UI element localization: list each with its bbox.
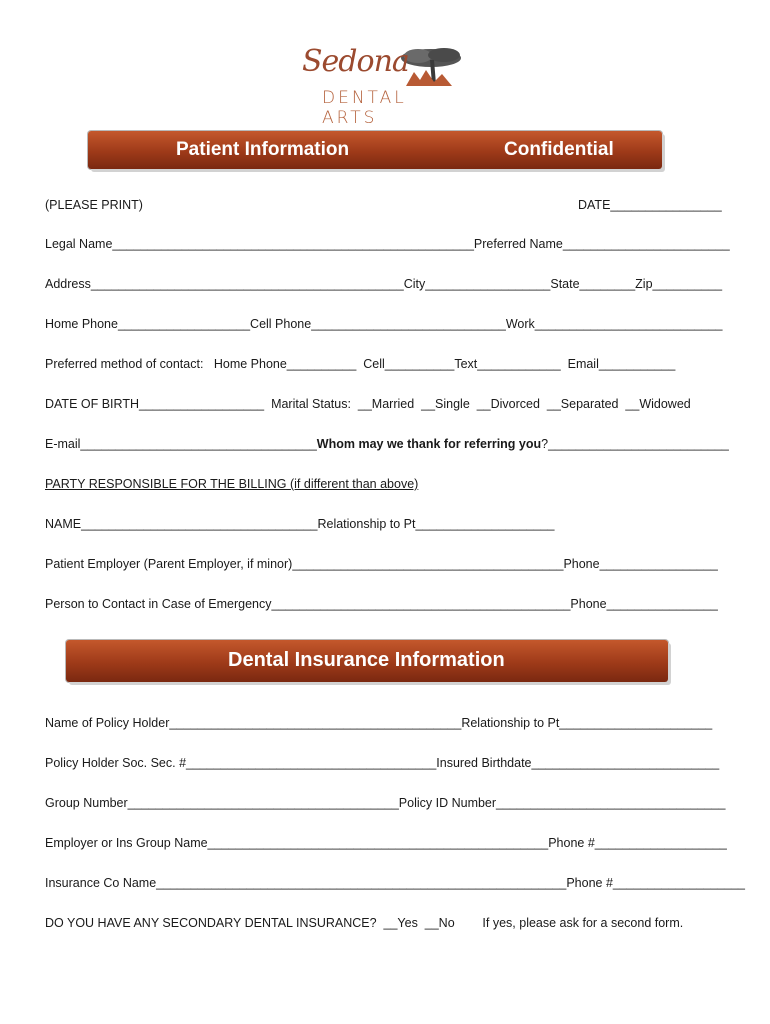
legal-name-row[interactable]: Legal Name____________________________________________________Preferred Name________________________ [45,237,730,251]
dental-insurance-banner [66,640,668,682]
address-row[interactable]: Address_____________________________________________City__________________State________Zip__________ [45,277,723,291]
responsible-name-row[interactable]: NAME__________________________________Relationship to Pt____________________ [45,517,555,531]
employer-ins-group-row[interactable]: Employer or Ins Group Name_________________________________________________Phone #___________________ [45,836,727,850]
referral-question: Whom may we thank for referring you [316,437,542,451]
secondary-insurance-row[interactable]: DO YOU HAVE ANY SECONDARY DENTAL INSURANCE? __Yes __No If yes, please ask for a second form. [45,916,684,930]
dental-insurance-heading: Dental Insurance Information [228,649,505,671]
please-print-note: (PLEASE PRINT) [45,198,143,212]
patient-employer-row[interactable]: Patient Employer (Parent Employer, if minor)_______________________________________Phone_________________ [45,557,718,571]
preferred-contact-row[interactable]: Preferred method of contact: Home Phone__________ Cell__________Text____________ Email___________ [45,357,676,371]
confidential-heading: Confidential [504,139,614,160]
patient-information-heading: Patient Information [176,139,350,160]
party-responsible-heading: PARTY RESPONSIBLE FOR THE BILLING (if different than above) [45,477,419,491]
dob-marital-row[interactable]: DATE OF BIRTH__________________ Marital Status: __Married __Single __Divorced __Separated __Widowed [45,397,691,411]
date-field[interactable]: DATE________________ [578,198,722,212]
practice-logo [300,44,470,128]
referral-field[interactable]: ?__________________________ [541,437,729,451]
patient-information-banner [88,131,662,169]
policy-holder-ssn-row[interactable]: Policy Holder Soc. Sec. #____________________________________Insured Birthdate___________________________ [45,756,720,770]
logo-script-text: Sedona [302,44,409,79]
policy-holder-row[interactable]: Name of Policy Holder__________________________________________Relationship to Pt______________________ [45,716,713,730]
email-referral-row[interactable] [45,436,729,452]
emergency-contact-row[interactable]: Person to Contact in Case of Emergency___________________________________________Phone________________ [45,597,718,611]
group-number-row[interactable]: Group Number_______________________________________Policy ID Number_________________________________ [45,796,726,810]
phone-row[interactable]: Home Phone___________________Cell Phone____________________________Work___________________________ [45,317,723,331]
email-field[interactable]: E-mail__________________________________ [45,437,317,451]
logo-subtitle-text: DENTAL ARTS [322,88,407,128]
insurance-company-row[interactable]: Insurance Co Name___________________________________________________________Phone #___________________ [45,876,745,890]
